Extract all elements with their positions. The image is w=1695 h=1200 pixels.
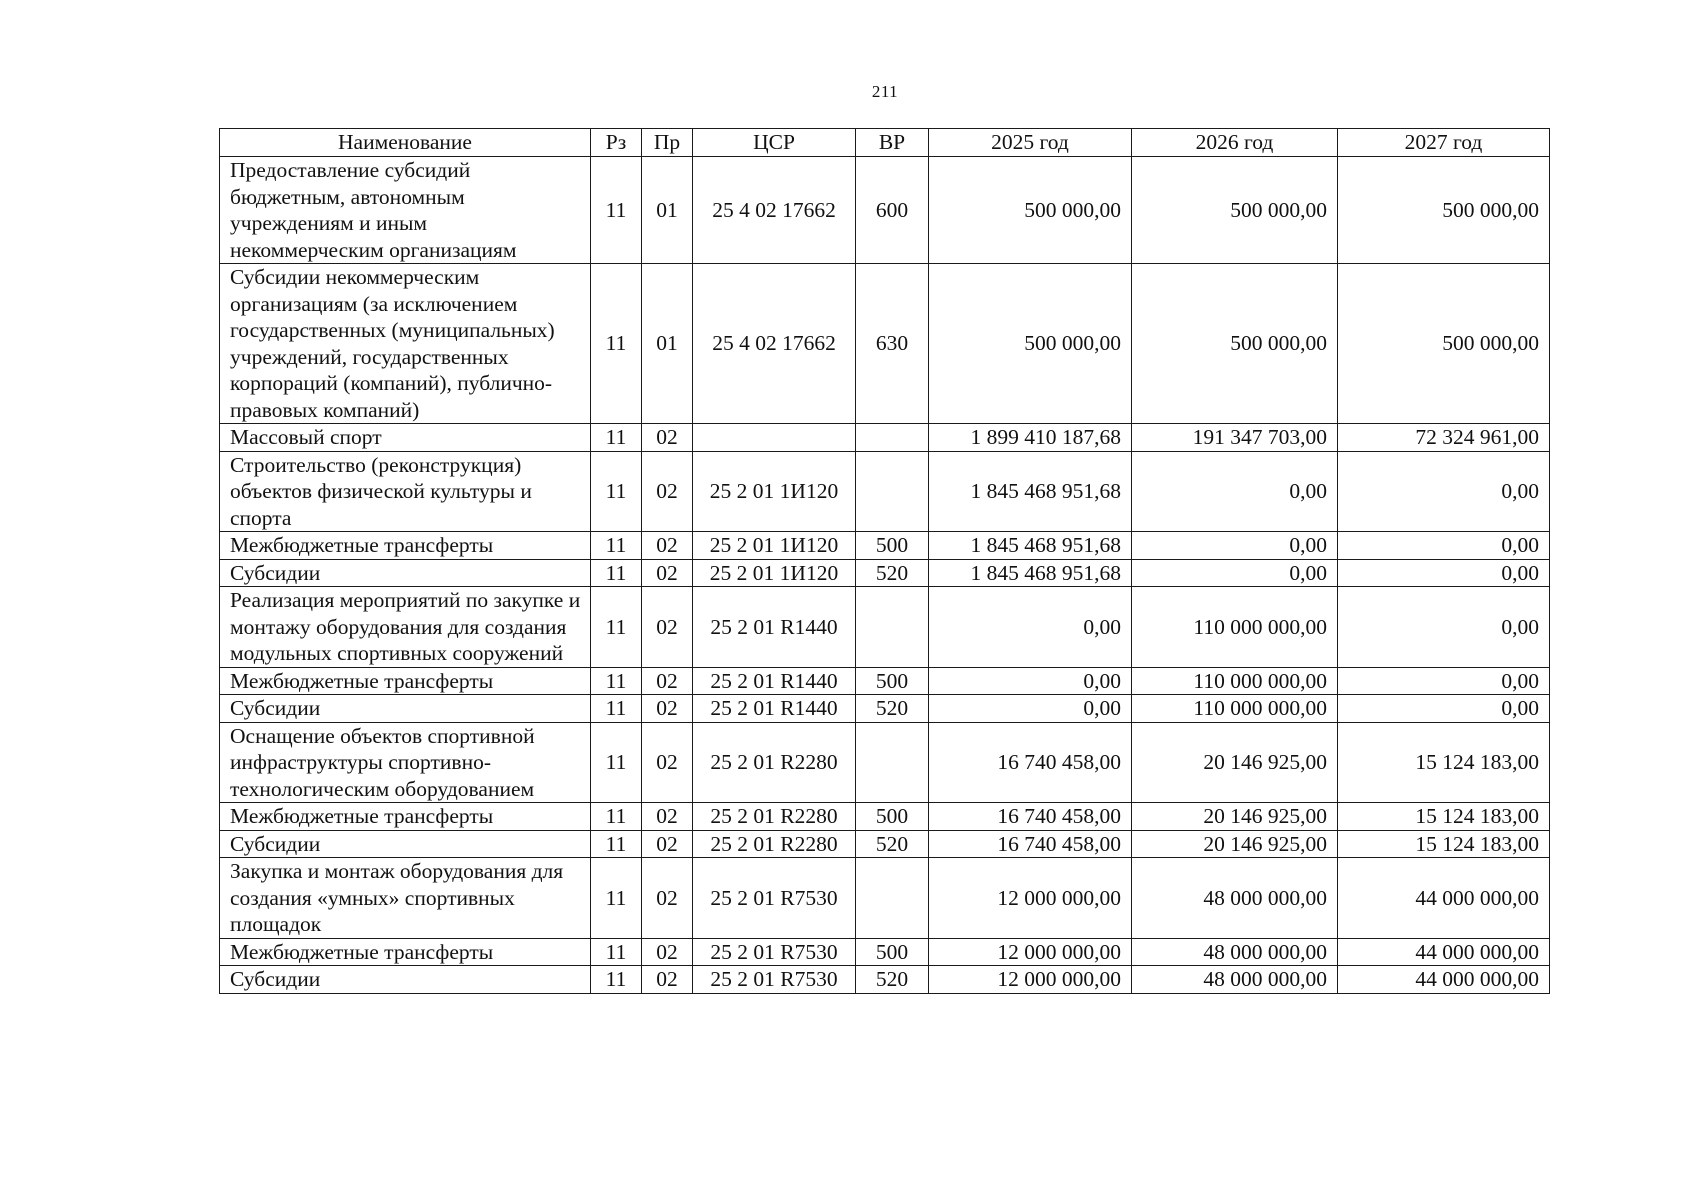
column-header-2025: 2025 год (929, 129, 1132, 157)
cell-csr: 25 2 01 R7530 (693, 938, 856, 966)
cell-name: Реализация мероприятий по закупке и монтажу оборудования для создания модульных спортивных сооружений (220, 587, 591, 668)
cell-2025: 1 845 468 951,68 (929, 532, 1132, 560)
cell-2027: 0,00 (1338, 587, 1550, 668)
cell-rz: 11 (591, 424, 642, 452)
cell-vr: 500 (856, 938, 929, 966)
cell-2025: 0,00 (929, 695, 1132, 723)
cell-2025: 500 000,00 (929, 157, 1132, 264)
cell-2025: 12 000 000,00 (929, 858, 1132, 939)
cell-2026: 20 146 925,00 (1132, 830, 1338, 858)
column-header-rz: Рз (591, 129, 642, 157)
cell-vr: 630 (856, 264, 929, 424)
cell-2027: 44 000 000,00 (1338, 858, 1550, 939)
table-row (220, 722, 1550, 803)
cell-rz: 11 (591, 966, 642, 994)
cell-vr: 520 (856, 695, 929, 723)
cell-name: Субсидии (220, 830, 591, 858)
cell-csr: 25 2 01 1И120 (693, 451, 856, 532)
cell-csr: 25 2 01 1И120 (693, 532, 856, 560)
cell-pr: 02 (642, 532, 693, 560)
cell-2025: 1 845 468 951,68 (929, 559, 1132, 587)
column-header-vr: ВР (856, 129, 929, 157)
cell-2025: 16 740 458,00 (929, 830, 1132, 858)
cell-pr: 02 (642, 830, 693, 858)
cell-2026: 0,00 (1132, 451, 1338, 532)
cell-2027: 500 000,00 (1338, 264, 1550, 424)
cell-2025: 12 000 000,00 (929, 966, 1132, 994)
cell-name: Строительство (реконструкция) объектов физической культуры и спорта (220, 451, 591, 532)
table-body (220, 157, 1550, 994)
cell-csr (693, 424, 856, 452)
cell-2027: 44 000 000,00 (1338, 966, 1550, 994)
cell-2027: 72 324 961,00 (1338, 424, 1550, 452)
cell-vr: 600 (856, 157, 929, 264)
cell-vr (856, 858, 929, 939)
cell-2026: 20 146 925,00 (1132, 722, 1338, 803)
cell-rz: 11 (591, 830, 642, 858)
cell-name: Межбюджетные трансферты (220, 938, 591, 966)
cell-rz: 11 (591, 264, 642, 424)
cell-2027: 0,00 (1338, 667, 1550, 695)
cell-vr (856, 451, 929, 532)
cell-name: Закупка и монтаж оборудования для создания «умных» спортивных площадок (220, 858, 591, 939)
cell-rz: 11 (591, 803, 642, 831)
cell-vr: 500 (856, 532, 929, 560)
cell-pr: 02 (642, 451, 693, 532)
cell-rz: 11 (591, 587, 642, 668)
cell-csr: 25 2 01 R1440 (693, 667, 856, 695)
table-row (220, 559, 1550, 587)
column-header-name: Наименование (220, 129, 591, 157)
budget-table (219, 128, 1550, 994)
cell-csr: 25 2 01 R1440 (693, 695, 856, 723)
cell-rz: 11 (591, 559, 642, 587)
cell-rz: 11 (591, 451, 642, 532)
cell-pr: 02 (642, 722, 693, 803)
cell-vr (856, 722, 929, 803)
cell-vr (856, 587, 929, 668)
cell-pr: 02 (642, 966, 693, 994)
table-row (220, 695, 1550, 723)
cell-2026: 0,00 (1132, 532, 1338, 560)
cell-name: Межбюджетные трансферты (220, 532, 591, 560)
cell-name: Оснащение объектов спортивной инфраструктуры спортивно-технологическим оборудованием (220, 722, 591, 803)
cell-vr: 500 (856, 803, 929, 831)
cell-csr: 25 2 01 R7530 (693, 966, 856, 994)
cell-rz: 11 (591, 695, 642, 723)
cell-vr: 520 (856, 830, 929, 858)
cell-pr: 02 (642, 695, 693, 723)
table-row (220, 938, 1550, 966)
cell-pr: 02 (642, 667, 693, 695)
cell-csr: 25 4 02 17662 (693, 264, 856, 424)
table-row (220, 532, 1550, 560)
cell-2025: 1 845 468 951,68 (929, 451, 1132, 532)
cell-2027: 0,00 (1338, 559, 1550, 587)
cell-pr: 02 (642, 803, 693, 831)
cell-rz: 11 (591, 532, 642, 560)
cell-name: Субсидии (220, 966, 591, 994)
cell-csr: 25 2 01 R2280 (693, 722, 856, 803)
table-row (220, 966, 1550, 994)
table-row (220, 451, 1550, 532)
table-header-row (220, 129, 1550, 157)
cell-2027: 15 124 183,00 (1338, 803, 1550, 831)
cell-2027: 0,00 (1338, 695, 1550, 723)
cell-rz: 11 (591, 667, 642, 695)
table-row (220, 424, 1550, 452)
cell-2025: 0,00 (929, 667, 1132, 695)
cell-2026: 48 000 000,00 (1132, 938, 1338, 966)
cell-pr: 02 (642, 559, 693, 587)
table-row (220, 587, 1550, 668)
cell-rz: 11 (591, 858, 642, 939)
cell-csr: 25 2 01 R1440 (693, 587, 856, 668)
cell-rz: 11 (591, 722, 642, 803)
cell-pr: 02 (642, 938, 693, 966)
cell-2025: 1 899 410 187,68 (929, 424, 1132, 452)
column-header-csr: ЦСР (693, 129, 856, 157)
cell-csr: 25 4 02 17662 (693, 157, 856, 264)
cell-name: Массовый спорт (220, 424, 591, 452)
cell-csr: 25 2 01 R2280 (693, 830, 856, 858)
cell-2026: 500 000,00 (1132, 264, 1338, 424)
cell-csr: 25 2 01 R2280 (693, 803, 856, 831)
cell-2027: 0,00 (1338, 451, 1550, 532)
page-number: 211 (871, 82, 899, 101)
table-row (220, 667, 1550, 695)
column-header-2027: 2027 год (1338, 129, 1550, 157)
cell-vr: 520 (856, 966, 929, 994)
cell-2026: 0,00 (1132, 559, 1338, 587)
table-row (220, 803, 1550, 831)
cell-2026: 48 000 000,00 (1132, 966, 1338, 994)
cell-pr: 01 (642, 157, 693, 264)
cell-csr: 25 2 01 1И120 (693, 559, 856, 587)
cell-2026: 48 000 000,00 (1132, 858, 1338, 939)
cell-2026: 110 000 000,00 (1132, 695, 1338, 723)
table-row (220, 830, 1550, 858)
cell-2026: 191 347 703,00 (1132, 424, 1338, 452)
cell-rz: 11 (591, 157, 642, 264)
cell-2027: 500 000,00 (1338, 157, 1550, 264)
cell-pr: 01 (642, 264, 693, 424)
cell-pr: 02 (642, 587, 693, 668)
cell-vr: 520 (856, 559, 929, 587)
cell-name: Предоставление субсидий бюджетным, автономным учреждениям и иным некоммерческим организациям (220, 157, 591, 264)
cell-2026: 110 000 000,00 (1132, 587, 1338, 668)
cell-name: Субсидии (220, 695, 591, 723)
cell-csr: 25 2 01 R7530 (693, 858, 856, 939)
table-row (220, 157, 1550, 264)
column-header-pr: Пр (642, 129, 693, 157)
cell-name: Межбюджетные трансферты (220, 803, 591, 831)
cell-vr: 500 (856, 667, 929, 695)
cell-2027: 44 000 000,00 (1338, 938, 1550, 966)
cell-2026: 20 146 925,00 (1132, 803, 1338, 831)
cell-2027: 15 124 183,00 (1338, 722, 1550, 803)
column-header-2026: 2026 год (1132, 129, 1338, 157)
cell-2026: 500 000,00 (1132, 157, 1338, 264)
cell-2025: 16 740 458,00 (929, 803, 1132, 831)
cell-name: Субсидии (220, 559, 591, 587)
cell-rz: 11 (591, 938, 642, 966)
cell-2027: 15 124 183,00 (1338, 830, 1550, 858)
cell-name: Субсидии некоммерческим организациям (за исключением государственных (муниципальных) учреждений, государственных корпораций (компаний), публично-правовых компаний) (220, 264, 591, 424)
cell-2025: 16 740 458,00 (929, 722, 1132, 803)
cell-pr: 02 (642, 858, 693, 939)
table-row (220, 858, 1550, 939)
cell-2027: 0,00 (1338, 532, 1550, 560)
table-row (220, 264, 1550, 424)
cell-pr: 02 (642, 424, 693, 452)
cell-vr (856, 424, 929, 452)
cell-2025: 12 000 000,00 (929, 938, 1132, 966)
cell-2025: 0,00 (929, 587, 1132, 668)
cell-2025: 500 000,00 (929, 264, 1132, 424)
cell-name: Межбюджетные трансферты (220, 667, 591, 695)
cell-2026: 110 000 000,00 (1132, 667, 1338, 695)
